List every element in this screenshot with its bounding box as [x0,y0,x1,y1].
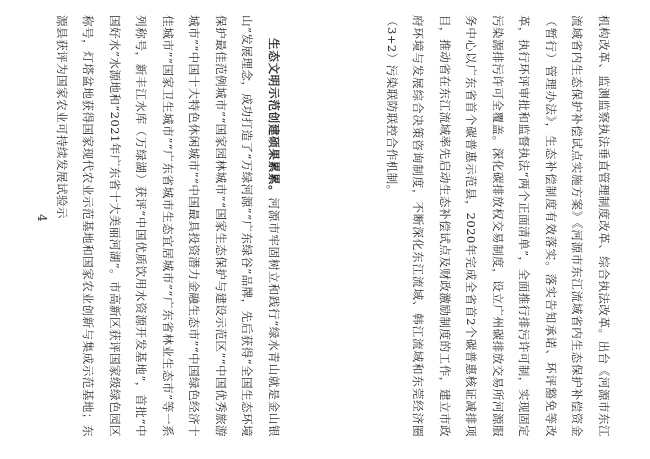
paragraph-2-body: 河源市牢固树立和践行“绿水青山就是金山银山”发展理念，成功打造了“万绿河源”“广东绿谷”品牌，先后获得“全国生态环境保护最佳范例城市”“国家园林城市”“国家生态保护与建设示范区”“中国优秀旅游城市”“中国十大特色休闲城市”“中国最具投资潜力金融生态市”“中国绿色经济十佳城市”“国家卫生城市”“广东省城市生态宜居城市”“广东省林业生态市”等一系列称号，新丰江水库（万绿湖）获评“中国优质饮用水资源开发基地”，首批“中国好水”水源地和“2021年广东省十大美丽河湖”。市高新区获评国家级绿色园区称号，灯塔盆地获得国家现代农业示范基地和国家农业创新与集成示范基地；东源县获评为国家农业可持续发展试验示 [55,15,281,438]
paragraph-2 [49,15,288,437]
rotated-text-block [15,9,635,449]
paragraph-1: 机构改革、监测监察执法垂直管理制度改革、综合执法改革。出台《河源市东江流域省内生态保护补偿试点实施方案》《河源市东江流域省内生态保护补偿资金（暂行）管理办法》，生态补偿制度有效落实。落实告知承诺、环评豁免等改革，执行环评审批和监督执法“两个正面清单”，全面推行排污许可制，实现固定污染源排污许可全覆盖。深化碳排放权交易制度，设立广州碳排放交易所河源服务中心以广东省首个碳普惠示范县，2020年完成全省首2个碳普惠核证减排项目，推动省在东江流域率先启动生态补偿试点及财政激励制度的工作，建立市政府环境与发展综合决策咨询制度，不断深化东江流域、韩江流域和东莞经济圈（3+2）污染联防联控合作机制。 [385,15,611,437]
paragraph-2-lead: 生态文明示范创建硕果累累。 [267,38,281,198]
page-number: 4 [35,214,49,222]
